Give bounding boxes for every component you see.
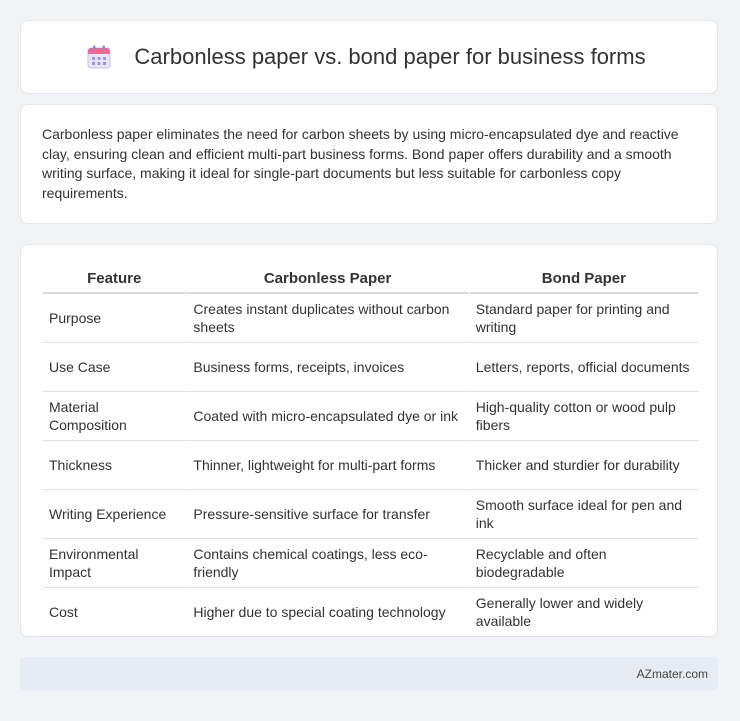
footer-bar <box>20 657 718 690</box>
feature-cell: Cost <box>43 588 187 637</box>
carbonless-cell: Pressure-sensitive surface for transfer <box>187 490 469 539</box>
feature-cell: Thickness <box>43 441 187 490</box>
carbonless-cell: Thinner, lightweight for multi-part forms <box>187 441 469 490</box>
table-row <box>43 441 698 490</box>
table-row <box>43 588 698 637</box>
column-header-feature: Feature <box>43 265 187 294</box>
table-row <box>43 490 698 539</box>
feature-cell: Writing Experience <box>43 490 187 539</box>
table-row <box>43 294 698 343</box>
page-title: Carbonless paper vs. bond paper for business forms <box>134 44 646 69</box>
footer-brand: AZmater.com <box>636 666 708 681</box>
column-header-bond: Bond Paper <box>470 265 698 294</box>
feature-cell: Environmental Impact <box>43 539 187 588</box>
carbonless-cell: Business forms, receipts, invoices <box>187 343 469 392</box>
carbonless-cell: Coated with micro-encapsulated dye or ink <box>187 392 469 441</box>
bond-cell: High-quality cotton or wood pulp fibers <box>470 392 698 441</box>
bond-cell: Standard paper for printing and writing <box>470 294 698 343</box>
bond-cell: Smooth surface ideal for pen and ink <box>470 490 698 539</box>
bond-cell: Generally lower and widely available <box>470 588 698 637</box>
comparison-card <box>20 244 718 637</box>
table-header-row <box>43 265 698 294</box>
bond-cell: Thicker and sturdier for durability <box>470 441 698 490</box>
bond-cell: Letters, reports, official documents <box>470 343 698 392</box>
comparison-table <box>43 265 698 637</box>
intro-text: Carbonless paper eliminates the need for carbon sheets by using micro-encapsulated dye and reactive clay, ensuring clean and efficient multi-part business forms. Bond paper offers durability and a smooth writing surface, making it ideal for single-part documents but less suitable for carbonless copy requirements. <box>42 126 679 201</box>
title-card <box>20 20 718 94</box>
table-row <box>43 392 698 441</box>
feature-cell: Use Case <box>43 343 187 392</box>
table-row <box>43 343 698 392</box>
carbonless-cell: Higher due to special coating technology <box>187 588 469 637</box>
carbonless-cell: Contains chemical coatings, less eco-friendly <box>187 539 469 588</box>
feature-cell: Material Composition <box>43 392 187 441</box>
bond-cell: Recyclable and often biodegradable <box>470 539 698 588</box>
intro-card <box>20 104 718 224</box>
column-header-carbonless: Carbonless Paper <box>187 265 469 294</box>
carbonless-cell: Creates instant duplicates without carbon sheets <box>187 294 469 343</box>
table-row <box>43 539 698 588</box>
calendar-icon <box>86 44 112 70</box>
feature-cell: Purpose <box>43 294 187 343</box>
